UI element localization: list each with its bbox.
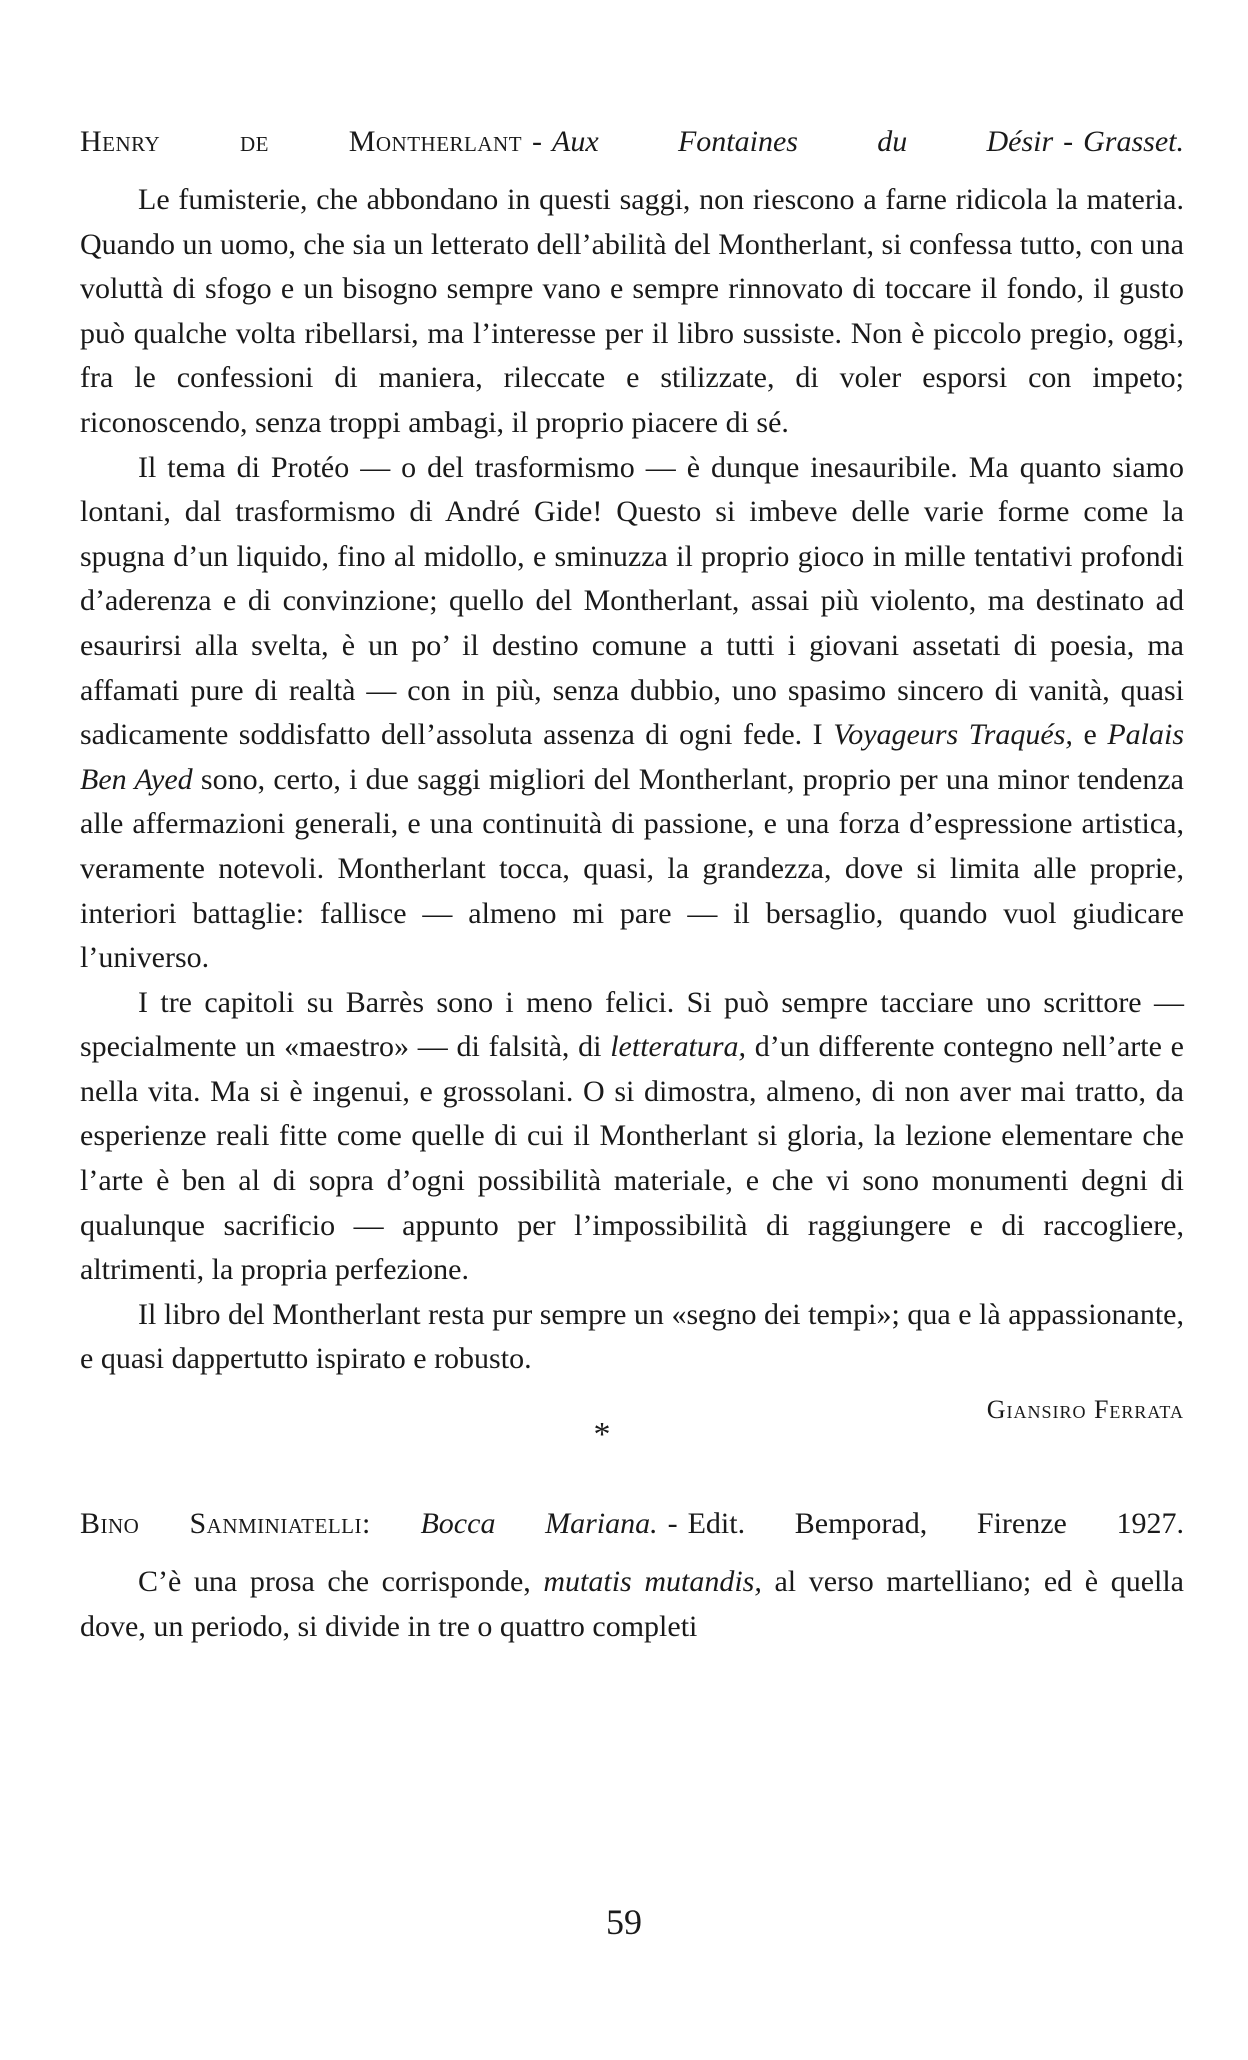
review-1-heading (80, 120, 1184, 164)
paragraph-text: d’un differente contegno nell’arte e nella vita. Ma si è ingenui, e grossolani. O si dimostra, almeno, di non aver mai tratto, da esperienze reali fitte come quelle di cui il Montherlant si gloria, la lezione elementare che l’arte è ben al di sopra d’ogni possibilità materiale, e che vi sono monumenti degni di qualunque sacrificio — appunto per l’impossibilità di raggiungere e di raccogliere, altrimenti, la propria perfezione. (80, 1030, 1184, 1287)
review-1-author: Henry de Montherlant (80, 125, 523, 158)
review-1-signature: Giansiro Ferrata (986, 1395, 1184, 1425)
heading-separator: - (667, 1507, 678, 1541)
review-1-paragraph-2 (80, 446, 1184, 981)
review-1-publisher: Grasset. (1083, 125, 1184, 158)
heading-separator: - (532, 125, 543, 158)
review-1-paragraph-3 (80, 981, 1184, 1293)
italic-phrase-mutatis-mutandis: mutatis mutandis, (543, 1565, 762, 1599)
paragraph-text: Il tema di Protéo — o del trasformismo — è dunque inesauribile. Ma quanto siamo lontani, dal trasformismo di André Gide! Questo si imbeve delle varie forme come la spugna d’un liquido, fino al midollo, e sminuzza il proprio gioco in mille tentativi profondi d’aderenza e di convinzione; quello del Montherlant, assai più violento, ma destinato ad esaurirsi alla svelta, è un po’ il destino comune a tutti i giovani assetati di poesia, ma affamati pure di realtà — con in più, senza dubbio, uno spasimo sincero di vanità, quasi sadicamente soddisfatto dell’assoluta assenza di ogni fede. I (80, 450, 1184, 752)
paragraph-text: e (1072, 718, 1108, 752)
review-1-paragraph-1: Le fumisterie, che abbondano in questi saggi, non riescono a farne ridicola la materia. Quando un uomo, che sia un letterato dell’abilità del Montherlant, si confessa tutto, con una voluttà di sfogo e un bisogno sempre vano e sempre rinnovato di toccare il fondo, il gusto può qualche volta ribellarsi, ma l’interesse per il libro sussiste. Non è piccolo pregio, oggi, fra le confessioni di maniera, rileccate e stilizzate, di voler esporsi con impeto; riconoscendo, senza troppi ambagi, il proprio piacere di sé. (80, 183, 1184, 439)
review-2-publisher: Edit. Bemporad, Firenze 1927. (687, 1507, 1185, 1541)
heading-separator: - (1063, 125, 1074, 158)
review-2-title: Bocca Mariana. (420, 1507, 658, 1541)
review-1-paragraph-4: Il libro del Montherlant resta pur sempre un «segno dei tempi»; qua e là appassionante, e quasi dappertutto ispirato e robusto. (80, 1297, 1184, 1376)
paragraph-text: I tre capitoli su Barrès sono i meno felici. Si può sempre tacciare uno scrittore — specialmente un «maestro» — di falsità, di (80, 985, 1184, 1064)
italic-title-voyageurs: Voyageurs Traqués, (833, 718, 1073, 752)
text-column (80, 120, 1184, 1649)
italic-title-palais: Palais Ben Ayed (80, 718, 1184, 796)
review-2-paragraph-1 (80, 1560, 1184, 1649)
review-1-title: Aux Fontaines du Désir (552, 125, 1054, 158)
paragraph-text: al verso martelliano; ed è quella dove, un periodo, si divide in tre o quattro completi (80, 1565, 1184, 1643)
paragraph-text: C’è una prosa che corrisponde, (138, 1565, 544, 1599)
review-2-author: Bino Sanminiatelli: (80, 1507, 371, 1541)
page-number: 59 (606, 1902, 642, 1942)
paragraph-text: sono, certo, i due saggi migliori del Montherlant, proprio per una minor tendenza alle affermazioni generali, e una continuità di passione, e una forza d’espressione artistica, veramente notevoli. Montherlant tocca, quasi, la grandezza, dove si limita alle proprie, interiori battaglie: fallisce — almeno mi pare — il bersaglio, quando vuol giudicare l’universo. (80, 762, 1184, 975)
italic-word-letteratura: letteratura, (610, 1030, 747, 1064)
section-separator-asterisk: * (593, 1416, 611, 1454)
review-2-heading (80, 1502, 1184, 1546)
